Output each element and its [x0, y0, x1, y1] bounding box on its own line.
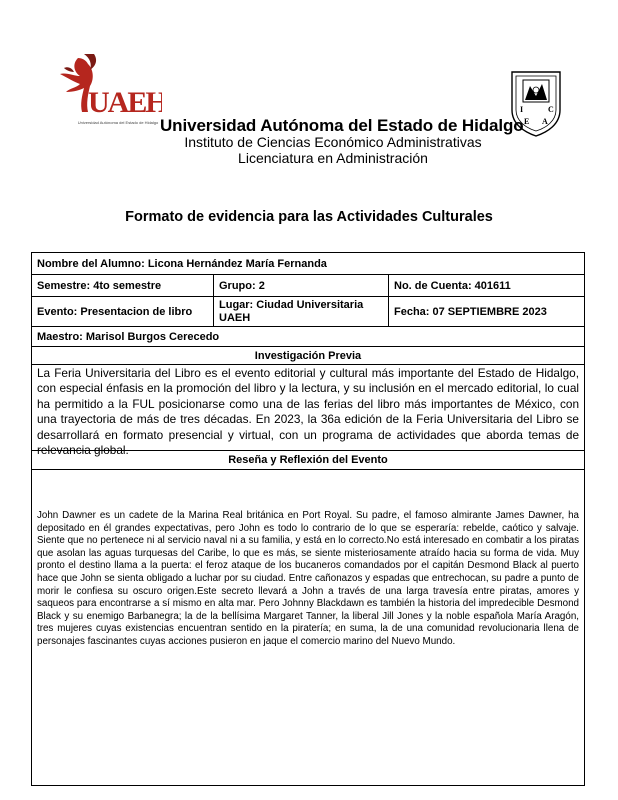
- event-row: [32, 297, 584, 327]
- page-title: Formato de evidencia para las Actividades Culturales: [125, 209, 493, 225]
- university-name: Universidad Autónoma del Estado de Hidalgo: [160, 116, 524, 135]
- place-field: Lugar: Ciudad Universitaria UAEH: [213, 297, 388, 326]
- teacher-field: Maestro: Marisol Burgos Cerecedo: [37, 330, 220, 343]
- semester-row: [32, 275, 584, 297]
- uaeh-logo-icon: [50, 50, 162, 132]
- research-text: La Feria Universitaria del Libro es el evento editorial y cultural más importante del Estado de Hidalgo, con especial énfasis en la promoción del libro y la lectura, y su inclusión en el mercado editorial, lo cual ha permitido a la FUL posicionarse como una de las ferias del libro más importantes de México, con una trayectoria de más de tres décadas. En 2023, la 36a edición de la Feria Universitaria del Libro se desarrollará en formato presencial y virtual, con un programa de actividades que aborda temas de relevancia global.: [37, 366, 579, 458]
- research-heading: Investigación Previa: [254, 349, 362, 362]
- group-field: Grupo: 2: [213, 275, 388, 296]
- svg-text:E: E: [524, 117, 530, 126]
- student-row: [32, 253, 584, 275]
- event-field: Evento: Presentacion de libro: [37, 305, 193, 318]
- svg-text:I: I: [520, 105, 524, 114]
- review-heading-row: [32, 451, 584, 470]
- research-row: [32, 365, 584, 458]
- review-heading: Reseña y Reflexión del Evento: [228, 454, 388, 466]
- logo-caption: Universidad Autónoma del Estado de Hidalgo: [77, 120, 159, 125]
- program-name: Licenciatura en Administración: [238, 150, 428, 166]
- svg-text:UAEH: UAEH: [88, 86, 162, 119]
- date-field: Fecha: 07 SEPTIEMBRE 2023: [388, 297, 584, 326]
- evidence-form: [31, 252, 585, 786]
- semester-field: Semestre: 4to semestre: [37, 279, 162, 292]
- review-text: John Dawner es un cadete de la Marina Real británica en Port Royal. Su padre, el famoso almirante James Dawner, ha depositado en él grandes expectativas, pero John es todo lo contrario de lo que se esperaría: rebelde, caótico y salvaje. Siente que no pertenece ni al servicio naval ni a su familia, y está en lo correcto.No está interesado en combatir a los piratas que asolan las aguas turquesas del Caribe, lo que es más, se siente misteriosamente atraído hacia su forma de vida. Muy pronto el destino llama a la puerta: el feroz ataque de los bucaneros comandados por el capitán Desmond Black al puerto hace que John se sienta obligado a luchar por su ciudad. Entre cañonazos y espadas que entrechocan, su padre a punto de morir le confiesa su oscuro origen.Este secreto llevará a John a través de una larga travesía entre piratas, amores y saqueos para encontrarse a sí mismo en alta mar. Pero Johnny Blackdawn es también la historia del impredecible Desmond Black y su enemigo Barbanegra; la de la bellísima Margaret Tanner, la liberal Jill Jones y la noble española María Aragón, tres mujeres cuyas existencias encuentran sentido en la piratería; en suma, la de una comunidad revolucionaria llena de personajes fascinantes cuyas acciones pusieron en jaque el comercio marino del Nuevo Mundo.: [37, 510, 579, 647]
- svg-text:C: C: [548, 105, 554, 114]
- student-name: Nombre del Alumno: Licona Hernández María Fernanda: [37, 257, 327, 270]
- teacher-row: [32, 327, 584, 347]
- institute-name: Instituto de Ciencias Económico Administrativas: [184, 134, 482, 150]
- account-field: No. de Cuenta: 401611: [388, 275, 584, 296]
- svg-text:A: A: [542, 117, 548, 126]
- research-heading-row: [32, 347, 584, 365]
